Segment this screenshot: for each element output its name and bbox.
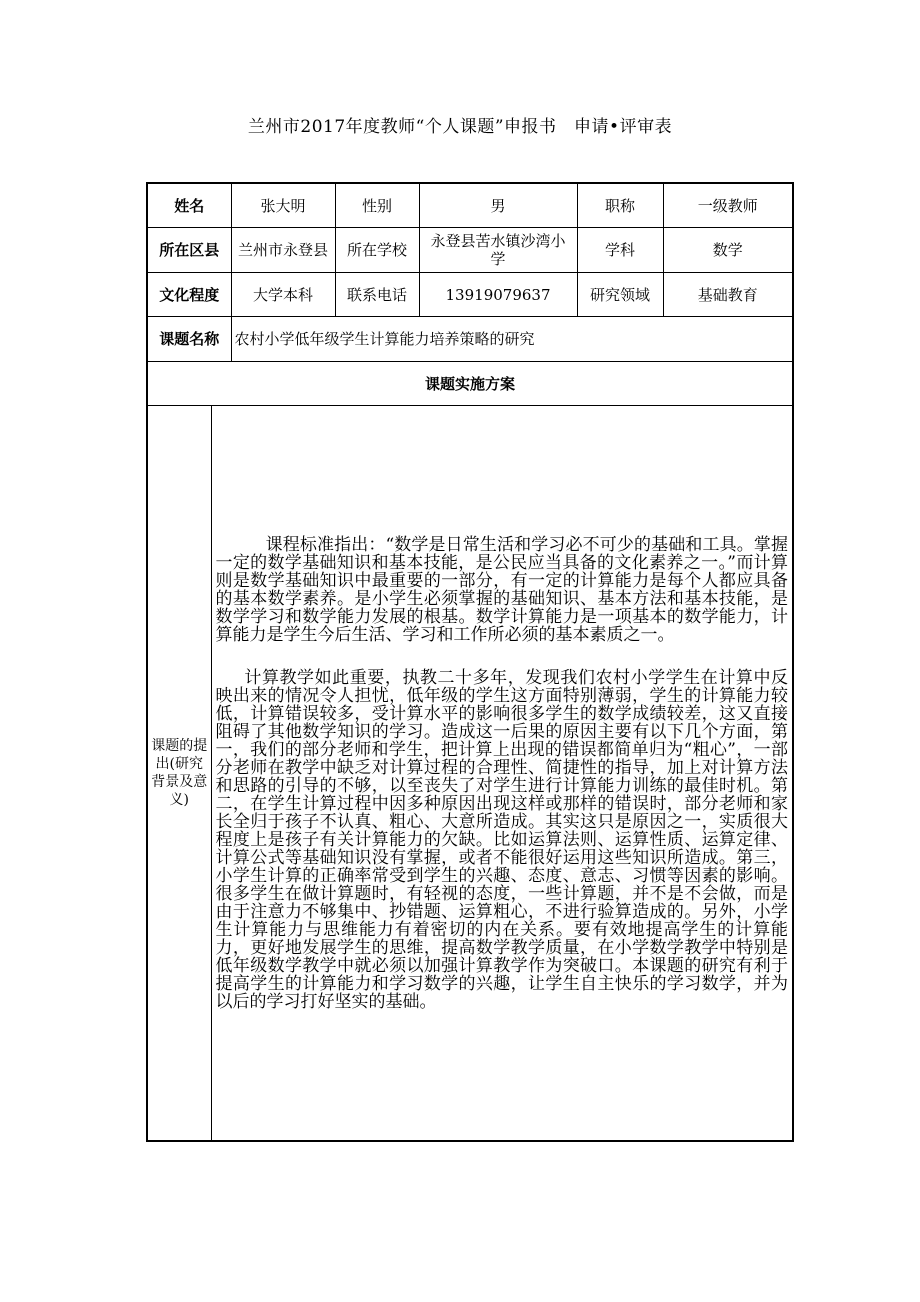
gender-label: 性别	[335, 183, 419, 228]
background-paragraph-1: 课程标准指出：“数学是日常生活和学习必不可少的基础和工具。掌握一定的数学基础知识和基本技能，是公民应当具备的文化素养之一。”而计算则是数学基础知识中最重要的一部分，有一定的计算能力是每个人都应具备的基本数学素养。是小学生必须掌握的基础知识、基本方法和基本技能，是数学学习和数学能力发展的根基。数学计算能力是一项基本的数学能力，计算能力是学生今后生活、学习和工作所必须的基本素质之一。	[215, 534, 789, 645]
row-topic	[147, 317, 793, 362]
background-content	[211, 406, 793, 1142]
school-value: 永登县苦水镇沙湾小学	[419, 228, 577, 273]
education-value: 大学本科	[231, 273, 335, 317]
subject-label: 学科	[577, 228, 663, 273]
district-label: 所在区县	[147, 228, 231, 273]
school-label: 所在学校	[335, 228, 419, 273]
row-education	[147, 273, 793, 317]
row-location	[147, 228, 793, 273]
title-label: 职称	[577, 183, 663, 228]
name-value: 张大明	[231, 183, 335, 228]
education-label: 文化程度	[147, 273, 231, 317]
phone-label: 联系电话	[335, 273, 419, 317]
field-value: 基础教育	[663, 273, 793, 317]
row-basic-info	[147, 183, 793, 228]
application-form-table	[146, 182, 794, 1142]
row-plan-header	[147, 362, 793, 406]
topic-value: 农村小学低年级学生计算能力培养策略的研究	[231, 317, 793, 362]
phone-value: 13919079637	[419, 273, 577, 317]
field-label: 研究领域	[577, 273, 663, 317]
district-value: 兰州市永登县	[231, 228, 335, 273]
plan-header: 课题实施方案	[147, 362, 793, 406]
document-title: 兰州市2017年度教师“个人课题”申报书 申请•评审表	[247, 117, 673, 137]
rank-value: 一级教师	[663, 183, 793, 228]
subject-value: 数学	[663, 228, 793, 273]
row-background	[147, 406, 793, 1142]
name-label: 姓名	[147, 183, 231, 228]
gender-value: 男	[419, 183, 577, 228]
background-label: 课题的提出(研究背景及意义)	[147, 406, 211, 1142]
topic-label: 课题名称	[147, 317, 231, 362]
background-paragraph-2: 计算教学如此重要，执教二十多年，发现我们农村小学学生在计算中反映出来的情况令人担忧，低年级的学生这方面特别薄弱，学生的计算能力较低，计算错误较多，受计算水平的影响很多学生的数学成绩较差，这又直接阻碍了其他数学知识的学习。造成这一后果的原因主要有以下几个方面，第一，我们的部分老师和学生，把计算上出现的错误都简单归为“粗心”，一部分老师在教学中缺乏对计算过程的合理性、简捷性的指导，加上对计算方法和思路的引导的不够，以至丧失了对学生进行计算能力训练的最佳时机。第二，在学生计算过程中因多种原因出现这样或那样的错误时，部分老师和家长全归于孩子不认真、粗心、大意所造成。其实这只是原因之一，实质很大程度上是孩子有关计算能力的欠缺。比如运算法则、运算性质、运算定律、计算公式等基础知识没有掌握，或者不能很好运用这些知识所造成。第三，小学生计算的正确率常受到学生的兴趣、态度、意志、习惯等因素的影响。很多学生在做计算题时，有轻视的态度，一些计算题，并不是不会做，而是由于注意力不够集中、抄错题、运算粗心，不进行验算造成的。另外，小学生计算能力与思维能力有着密切的内在关系。要有效地提高学生的计算能力，更好地发展学生的思维，提高数学教学质量，在小学数学教学中特别是低年级数学教学中就必须以加强计算教学作为突破口。本课题的研究有利于提高学生的计算能力和学习数学的兴趣，让学生自主快乐的学习数学，并为以后的学习打好坚实的基础。	[215, 667, 789, 1012]
